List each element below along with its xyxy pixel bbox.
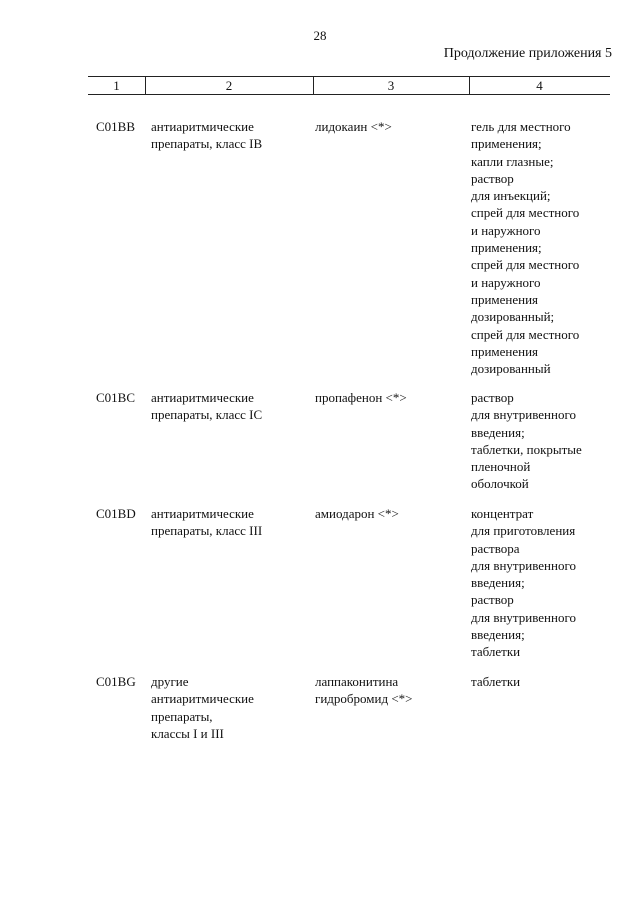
dosage-form-line: для приготовления bbox=[471, 523, 576, 539]
dosage-form-line: гель для местного bbox=[471, 119, 571, 134]
dosage-form-line: дозированный; bbox=[471, 309, 555, 325]
drug-name bbox=[315, 505, 465, 522]
drug-group-line: антиаритмические bbox=[151, 691, 254, 707]
drug-name bbox=[315, 389, 465, 406]
drug-group-line: антиаритмические bbox=[151, 506, 254, 521]
dosage-form-line: концентрат bbox=[471, 506, 534, 521]
dosage-form-line: введения; bbox=[471, 424, 525, 440]
dosage-form-line: введения; bbox=[471, 627, 525, 643]
drug-name bbox=[315, 118, 465, 135]
dosage-form-line: спрей для местного bbox=[471, 205, 580, 221]
dosage-form-line: для внутривенного bbox=[471, 609, 576, 625]
atc-code: C01BC bbox=[96, 390, 136, 405]
drug-group-line: препараты, bbox=[151, 708, 213, 724]
dosage-form-line: для внутривенного bbox=[471, 407, 576, 423]
column-header-3: 3 bbox=[387, 78, 395, 93]
drug-group-line: другие bbox=[151, 674, 189, 689]
dosage-forms bbox=[471, 118, 621, 377]
dosage-form-line: капли глазные; bbox=[471, 153, 554, 169]
atc-code: C01BB bbox=[96, 119, 136, 134]
dosage-form-line: применения; bbox=[471, 240, 542, 256]
drug-group bbox=[151, 389, 311, 424]
dosage-form-line: дозированный bbox=[471, 361, 551, 377]
dosage-form-line: раствор bbox=[471, 390, 514, 405]
dosage-forms bbox=[471, 389, 621, 493]
dosage-form-line: таблетки, покрытые bbox=[471, 441, 582, 457]
dosage-form-line: раствор bbox=[471, 592, 514, 608]
drug-group-line: препараты, класс IB bbox=[151, 136, 263, 152]
dosage-form-line: таблетки bbox=[471, 674, 521, 689]
drug-name-line: лидокаин <*> bbox=[315, 119, 392, 134]
drug-group-line: препараты, класс III bbox=[151, 523, 263, 539]
column-header-2: 2 bbox=[225, 78, 233, 93]
dosage-form-line: раствор bbox=[471, 170, 514, 186]
column-header-1: 1 bbox=[113, 78, 120, 93]
dosage-form-line: таблетки bbox=[471, 644, 521, 660]
dosage-form-line: пленочной bbox=[471, 459, 531, 475]
dosage-form-line: спрей для местного bbox=[471, 326, 580, 342]
dosage-form-line: и наружного bbox=[471, 222, 541, 238]
dosage-forms bbox=[471, 505, 621, 661]
dosage-form-line: раствора bbox=[471, 540, 520, 556]
drug-name-line: пропафенон <*> bbox=[315, 390, 407, 405]
dosage-form-line: для инъекций; bbox=[471, 188, 551, 204]
dosage-form-line: и наружного bbox=[471, 274, 541, 290]
dosage-form-line: для внутривенного bbox=[471, 557, 576, 573]
drug-group-line: антиаритмические bbox=[151, 390, 254, 405]
drug-group bbox=[151, 673, 311, 742]
drug-name bbox=[315, 673, 465, 708]
continuation-note: Продолжение приложения 5 bbox=[443, 46, 612, 61]
table-header-row bbox=[88, 76, 610, 95]
dosage-form-line: спрей для местного bbox=[471, 257, 580, 273]
drug-group-line: антиаритмические bbox=[151, 119, 254, 134]
drug-name-line: лаппаконитина bbox=[315, 674, 399, 689]
drug-group-line: классы I и III bbox=[151, 725, 224, 741]
page-number: 28 bbox=[313, 28, 327, 43]
dosage-form-line: оболочкой bbox=[471, 476, 529, 492]
column-header-4: 4 bbox=[536, 78, 543, 93]
atc-code: C01BD bbox=[96, 506, 136, 521]
drug-group bbox=[151, 118, 311, 153]
drug-name-line: амиодарон <*> bbox=[315, 506, 399, 521]
drug-group bbox=[151, 505, 311, 540]
drug-name-line: гидробромид <*> bbox=[315, 691, 413, 707]
dosage-form-line: введения; bbox=[471, 575, 525, 591]
dosage-form-line: применения bbox=[471, 291, 539, 307]
atc-code: C01BG bbox=[96, 674, 136, 689]
drug-group-line: препараты, класс IC bbox=[151, 407, 263, 423]
dosage-forms bbox=[471, 673, 621, 690]
dosage-form-line: применения bbox=[471, 343, 539, 359]
dosage-form-line: применения; bbox=[471, 136, 542, 152]
